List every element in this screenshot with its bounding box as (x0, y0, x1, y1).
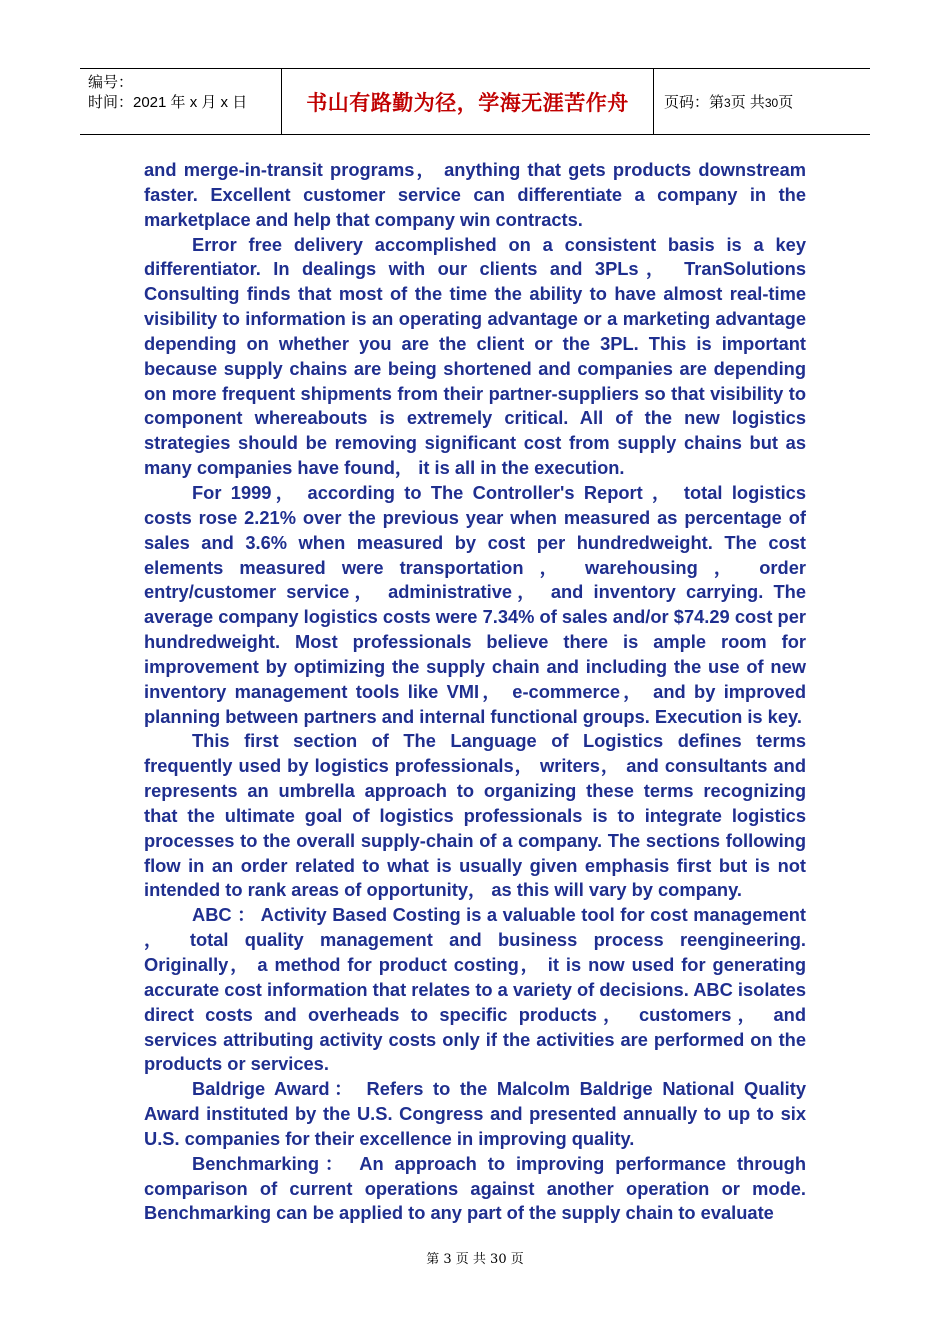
page-current: 3 (724, 96, 731, 110)
paragraph-baldrige-award: Baldrige Award： Refers to the Malcolm Baldrige National Quality Award instituted by the U.S. Congress and presented annually to up to six U.S. companies for their excellence in improving quality. (144, 1078, 806, 1149)
paragraph-abc: ABC ： Activity Based Costing is a valuable tool for cost management ， total quality management and business process reengineering. Originally， a method for product costing， it is now used for generating accurate cost information that relates to a variety of decisions. ABC isolates direct costs and overheads to specific products， customers， and services attributing activity costs only if the activities are performed on the products or services. (144, 904, 806, 1075)
motto-text: 书山有路勤为径，学海无涯苦作舟 (306, 89, 629, 115)
header-motto-cell (282, 69, 654, 134)
paragraph-error-free-delivery: Error free delivery accomplished on a consistent basis is a key differentiator. In dealings with our clients and 3PLs， TranSolutions Consulting finds that most of the time the ability to have almost real-time visibility to information is an operating advantage or a marketing advantage depending on whether you are the client or the 3PL. This is important because supply chains are being shortened and companies are depending on more frequent shipments from their partner-suppliers so that visibility to component whereabouts is extremely critical. All of the new logistics strategies should be removing significant cost from supply chains but as many companies have found， it is all in the execution. (144, 233, 806, 479)
document-body (144, 158, 806, 1226)
number-label: 编号： (88, 74, 134, 91)
page-footer: 第 3 页 共 30 页 (426, 1252, 524, 1267)
header-page-cell (654, 69, 870, 134)
time-label: 时间：2021 年 x 月 x 日 (88, 94, 248, 111)
header-meta-cell (80, 69, 282, 134)
document-header (80, 68, 870, 135)
page-mid: 页 共 (730, 94, 765, 111)
page-suffix: 页 (778, 94, 794, 111)
page-total: 30 (764, 96, 779, 110)
paragraph-language-of-logistics: This first section of The Language of Logistics defines terms frequently used by logistics professionals， writers， and consultants and represents an umbrella approach to organizing these terms recognizing that the ultimate goal of logistics professionals is to integrate logistics processes to the overall supply-chain of a company. The sections following flow in an order related to what is usually given emphasis first but is not intended to rank areas of opportunity， as this will vary by company. (144, 730, 806, 901)
paragraph-continuation: and merge-in-transit programs， anything that gets products downstream faster. Excellent customer service can differentiate a company in the marketplace and help that company win contracts. (144, 159, 806, 230)
page-prefix: 页码：第 (664, 94, 725, 111)
page-indicator (664, 91, 793, 112)
paragraph-benchmarking: Benchmarking： An approach to improving performance through comparison of current operations against another operation or mode. Benchmarking can be applied to any part of the supply chain to evaluate (144, 1152, 806, 1224)
paragraph-controllers-report: For 1999， according to The Controller's Report ， total logistics costs rose 2.21% over the previous year when measured as percentage of sales and 3.6% when measured by cost per hundredweight. The cost elements measured were transportation ， warehousing ， order entry/customer service， administrative， and inventory carrying. The average company logistics costs were 7.34% of sales and/or $74.29 cost per hundredweight. Most professionals believe there is ample room for improvement by optimizing the supply chain and including the use of new inventory management tools like VMI， e-commerce， and by improved planning between partners and internal functional groups. Execution is key. (144, 481, 806, 727)
